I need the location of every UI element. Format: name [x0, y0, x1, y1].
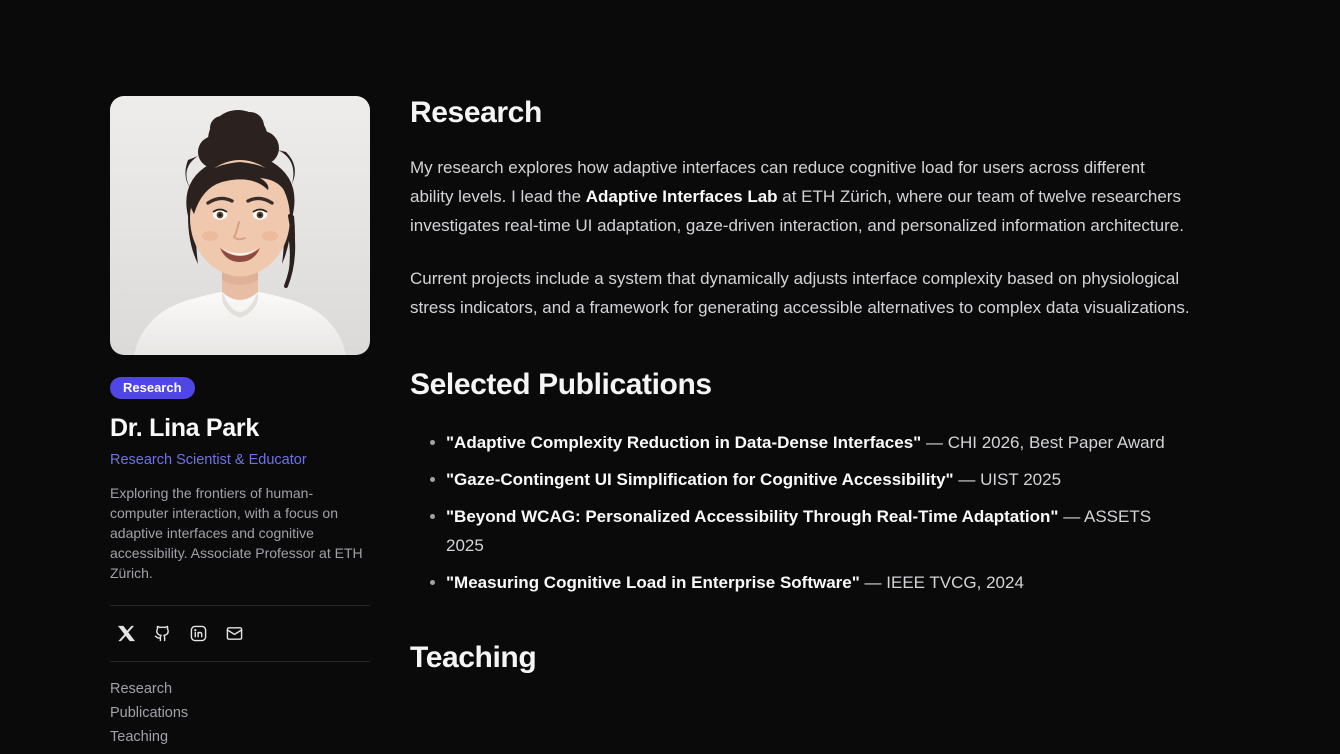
divider [110, 661, 370, 662]
publication-venue: — CHI 2026, Best Paper Award [925, 433, 1165, 452]
github-icon[interactable] [154, 625, 171, 642]
sidebar-nav [110, 677, 370, 749]
publication-title: "Gaze-Contingent UI Simplification for Cognitive Accessibility" [446, 470, 954, 489]
profile-sidebar [110, 96, 370, 749]
publication-item [410, 465, 1190, 494]
publication-venue: — UIST 2025 [958, 470, 1062, 489]
publication-venue: — IEEE TVCG, 2024 [864, 573, 1024, 592]
publication-venue: — ASSETS 2025 [446, 507, 1152, 555]
publications-list [410, 428, 1190, 597]
profile-bio: Exploring the frontiers of human-computer interaction, with a focus on adaptive interfaces and cognitive accessibility. Associate Professor at ETH Zürich. [110, 485, 363, 582]
publication-item [410, 428, 1190, 457]
publication-title: "Measuring Cognitive Load in Enterprise Software" [446, 573, 860, 592]
profile-photo [110, 96, 370, 355]
status-badge: Research [110, 377, 195, 399]
research-paragraph-1 [410, 153, 1190, 240]
publication-item [410, 502, 1190, 560]
lab-name-bold: Adaptive Interfaces Lab [585, 187, 778, 206]
portrait-illustration [110, 96, 370, 355]
email-icon[interactable] [226, 625, 243, 642]
sidebar-item-research[interactable]: Research [110, 681, 173, 698]
sidebar-item-teaching[interactable]: Teaching [110, 729, 169, 746]
research-paragraph-2: Current projects include a system that dynamically adjusts interface complexity based on physiological stress indicators, and a framework for generating accessible alternatives to complex data visualizations. [410, 269, 1190, 317]
paragraph-text: My research explores how adaptive interfaces can reduce cognitive load for users across different ability levels. I lead the [410, 158, 1145, 206]
sidebar-item-publications[interactable]: Publications [110, 705, 189, 722]
social-links [110, 606, 370, 661]
linkedin-icon[interactable] [190, 625, 207, 642]
publication-title: "Beyond WCAG: Personalized Accessibility Through Real-Time Adaptation" [446, 507, 1059, 526]
main-content [410, 96, 1190, 749]
publication-title: "Adaptive Complexity Reduction in Data-Dense Interfaces" [446, 433, 922, 452]
publication-item [410, 568, 1190, 597]
research-heading: Research [410, 96, 542, 129]
x-twitter-icon[interactable] [118, 625, 135, 642]
profile-role: Research Scientist & Educator [110, 452, 307, 469]
teaching-heading: Teaching [410, 641, 537, 674]
publications-heading: Selected Publications [410, 368, 712, 401]
paragraph-text: at ETH Zürich, where our team of twelve researchers investigates real-time UI adaptation, gaze-driven interaction, and personalized information architecture. [410, 187, 1184, 235]
profile-name: Dr. Lina Park [110, 414, 259, 443]
